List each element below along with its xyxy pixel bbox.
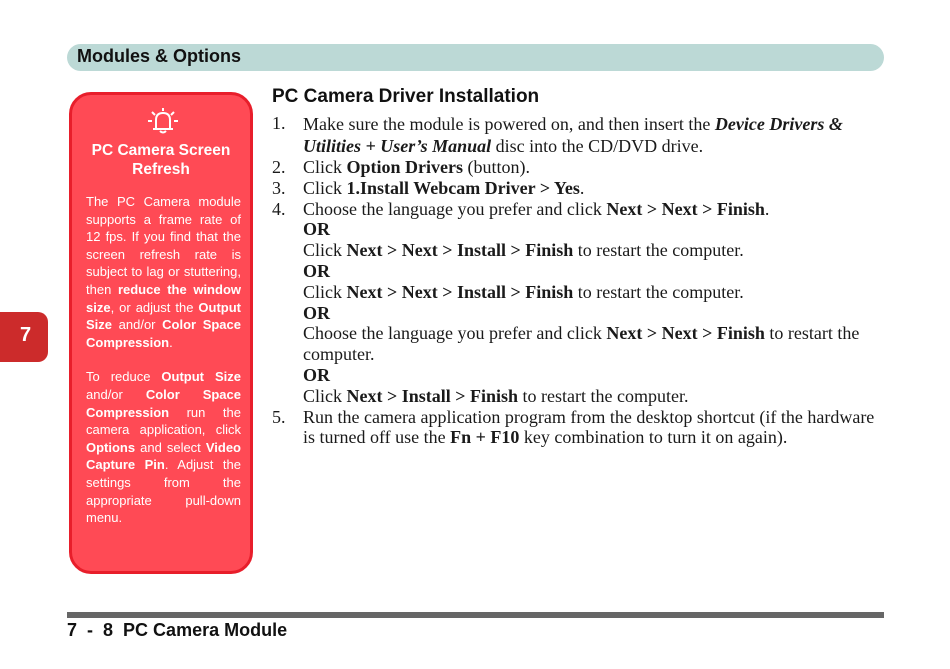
footer bbox=[67, 620, 287, 641]
page-number: 7 - 8 bbox=[67, 620, 114, 640]
note-sidebar bbox=[69, 92, 253, 574]
note-paragraph-1: The PC Camera module supports a frame rate of 12 fps. If you find that the screen refresh rate is subject to lag or stuttering, then reduce the window size, or adjust the Output Size and/or Color Space Compression. bbox=[86, 194, 241, 350]
step-2: 2. Click Option Drivers (button). bbox=[272, 157, 530, 177]
note-body bbox=[86, 193, 241, 527]
step-3: 3. Click 1.Install Webcam Driver > Yes. bbox=[272, 177, 585, 198]
or-separator: OR bbox=[303, 302, 330, 323]
section-title: PC Camera Driver Installation bbox=[272, 86, 540, 107]
note-paragraph-2: To reduce Output Size and/or Color Space Compression run the camera application, click Options and select Video Capture Pin. Adjust the settings from the appropriate pull-down menu. bbox=[86, 369, 241, 526]
footer-bar bbox=[67, 612, 884, 618]
step-4: 4. Choose the language you prefer and click Next > Next > Finish. OR Click Next > Next > Install > Finish to restart the computer. OR Click Next > Next > Install > Finish to restart the computer. OR Choose the language you prefer and click Next > Next > Finish to restart the computer. OR Click Next > Install > Finish to restart the computer. bbox=[272, 199, 884, 407]
header-bar bbox=[67, 44, 884, 71]
or-separator: OR bbox=[303, 219, 330, 240]
step-1: 1. Make sure the module is powered on, and then insert the Device Drivers & Utilities + User’s Manual disc into the CD/DVD drive. bbox=[272, 113, 843, 156]
note-title: PC Camera Screen Refresh bbox=[91, 142, 231, 178]
chapter-number: 7 bbox=[20, 324, 32, 346]
step-5: 5. Run the camera application program from the desktop shortcut (if the hardware is turned off use the Fn + F10 key combination to turn it on again). bbox=[272, 406, 875, 448]
or-separator: OR bbox=[303, 364, 330, 385]
chapter-tab bbox=[0, 312, 48, 362]
footer-title: PC Camera Module bbox=[123, 620, 288, 640]
or-separator: OR bbox=[303, 260, 330, 281]
header-title: Modules & Options bbox=[77, 46, 241, 66]
alarm-bell-icon bbox=[146, 107, 180, 135]
steps-list bbox=[272, 113, 884, 448]
